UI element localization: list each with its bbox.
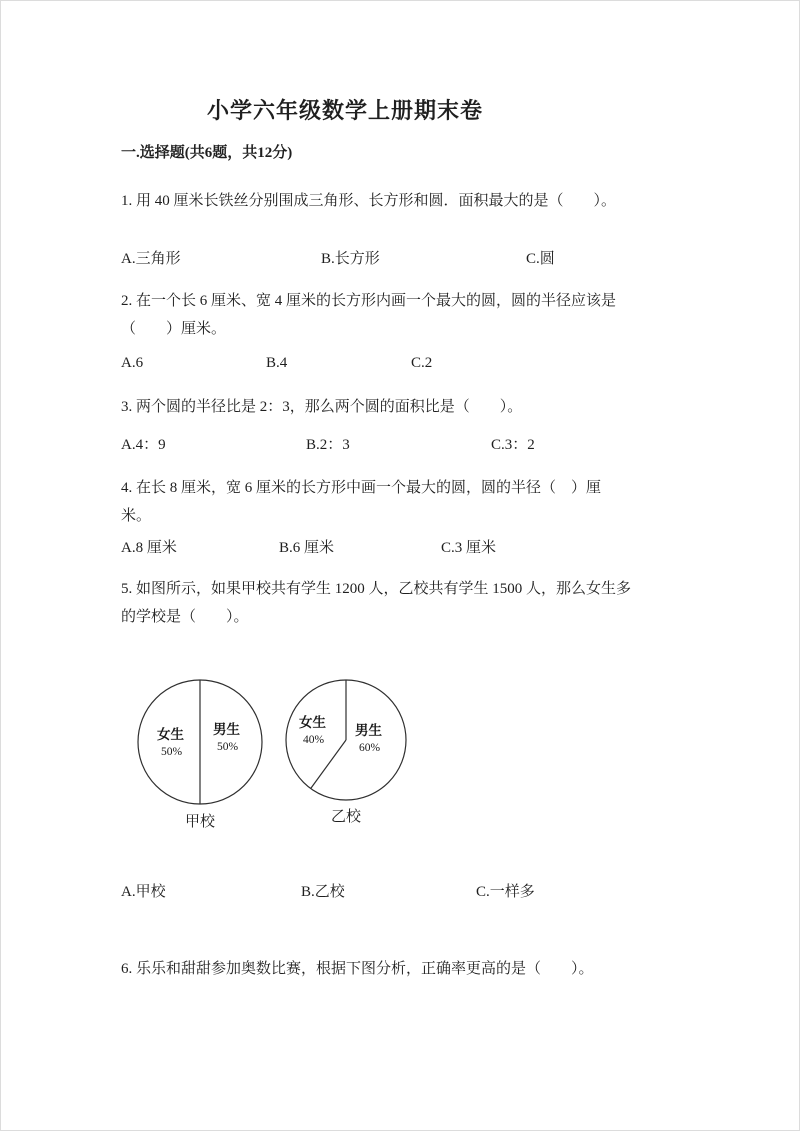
question-3-option-c: C.3：2 [491, 437, 535, 453]
slice-pct-boys: 60% [359, 742, 381, 754]
question-2-option-c: C.2 [411, 355, 433, 371]
question-3-option-a: A.4：9 [121, 437, 166, 453]
question-1-option-b: B.长方形 [321, 251, 380, 267]
question-4-option-a: A.8 厘米 [121, 540, 177, 556]
question-1-option-a: A.三角形 [121, 251, 181, 267]
question-5-option-a: A.甲校 [121, 884, 166, 900]
question-4-text-line-2: 米。 [121, 508, 152, 524]
question-3 [121, 393, 689, 459]
slice-label-girls: 女生 [299, 715, 326, 730]
question-3-options [121, 431, 689, 459]
pie-chart-school-b [281, 677, 411, 802]
question-2-options [121, 349, 689, 377]
exam-content [1, 1, 799, 983]
section-header: 一.选择题(共6题，共12分) [121, 145, 293, 161]
question-5 [121, 575, 689, 906]
slice-pct-boys: 50% [217, 741, 239, 753]
question-5-options [121, 878, 689, 906]
pie-radius-lower-left [311, 740, 346, 789]
question-3-option-b: B.2：3 [306, 437, 350, 453]
question-5-text-line-1: 5. 如图所示，如果甲校共有学生 1200 人，乙校共有学生 1500 人，那么女生多 [121, 581, 632, 597]
question-1-option-c: C.圆 [526, 251, 555, 267]
pie-chart-school-a [135, 677, 265, 807]
question-2-option-a: A.6 [121, 355, 144, 371]
question-4-options [121, 534, 689, 562]
question-5-figure [135, 677, 689, 833]
question-4-text-line-1: 4. 在长 8 厘米，宽 6 厘米的长方形中画一个最大的圆，圆的半径（ ）厘 [121, 480, 602, 496]
chart-caption-school-a: 甲校 [184, 814, 215, 830]
question-2 [121, 287, 689, 377]
question-6-text: 6. 乐乐和甜甜参加奥数比赛，根据下图分析，正确率更高的是（ ）。 [121, 961, 594, 977]
question-5-option-c: C.一样多 [476, 884, 535, 900]
question-2-text-line-2: （ ）厘米。 [121, 321, 227, 337]
question-2-text-line-1: 2. 在一个长 6 厘米、宽 4 厘米的长方形内画一个最大的圆，圆的半径应该是 [121, 293, 617, 309]
question-3-text: 3. 两个圆的半径比是 2：3，那么两个圆的面积比是（ ）。 [121, 399, 523, 415]
slice-label-boys: 男生 [213, 722, 240, 737]
slice-pct-girls: 40% [303, 734, 325, 746]
slice-label-boys: 男生 [355, 723, 382, 738]
question-1-text: 1. 用 40 厘米长铁丝分别围成三角形、长方形和圆．面积最大的是（ ）。 [121, 193, 617, 209]
page-title: 小学六年级数学上册期末卷 [206, 98, 483, 123]
question-4 [121, 474, 689, 562]
question-4-option-b: B.6 厘米 [279, 540, 335, 556]
question-5-text-line-2: 的学校是（ ）。 [121, 609, 249, 625]
question-4-option-c: C.3 厘米 [441, 540, 497, 556]
pie-chart-school-b-block [281, 677, 411, 828]
question-1 [121, 187, 689, 273]
slice-label-girls: 女生 [157, 727, 184, 742]
question-2-option-b: B.4 [266, 355, 288, 371]
question-6 [121, 955, 689, 983]
slice-pct-girls: 50% [161, 746, 183, 758]
chart-caption-school-b: 乙校 [330, 809, 361, 825]
question-5-option-b: B.乙校 [301, 884, 345, 900]
question-1-options [121, 245, 689, 273]
pie-chart-school-a-block [135, 677, 265, 833]
